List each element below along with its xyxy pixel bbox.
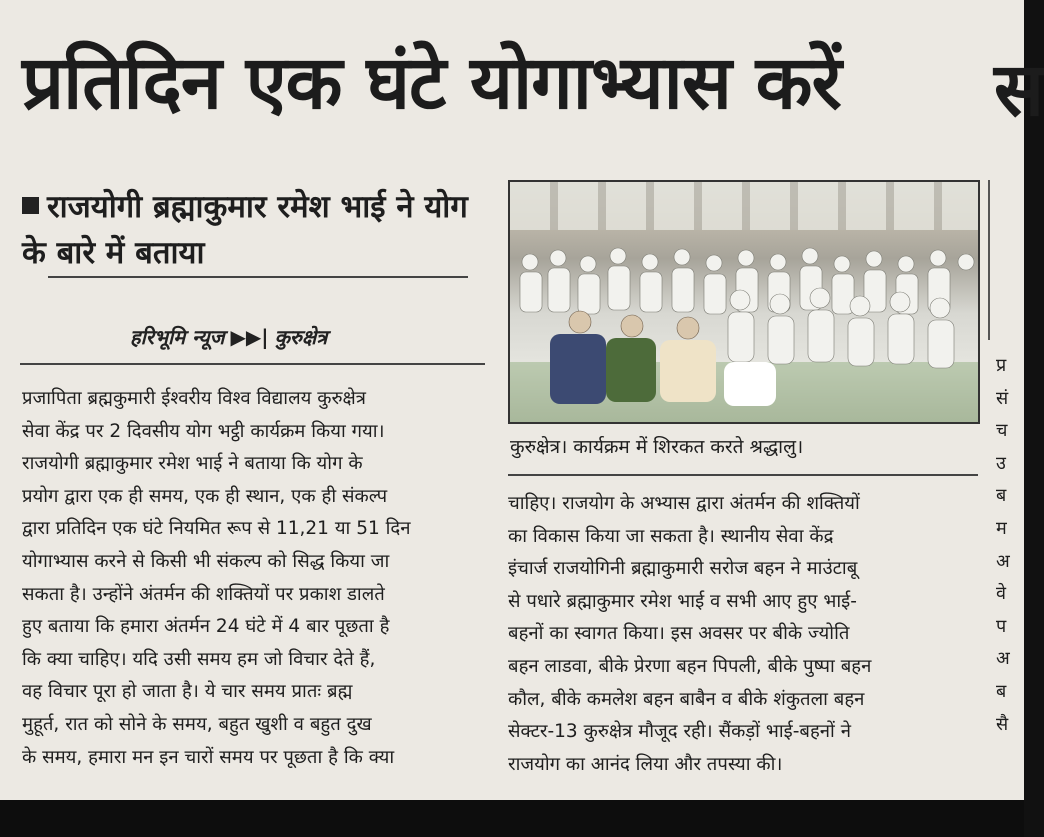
text-line: प्रयोग द्वारा एक ही समय, एक ही स्थान, एक ही संकल्प (22, 485, 388, 507)
text-line: वह विचार पूरा हो जाता है। ये चार समय प्रातः ब्रह्म (22, 681, 353, 703)
text-fragment: प (996, 615, 1007, 637)
text-line: राजयोग का आनंद लिया और तपस्या की। (508, 753, 783, 775)
article-column-left (22, 383, 485, 774)
crowd-figures (510, 222, 978, 422)
headline: प्रतिदिन एक घंटे योगाभ्यास करें (22, 40, 841, 126)
text-fragment: ब (996, 485, 1007, 507)
text-fragment: अ (996, 550, 1010, 572)
text-line: इंचार्ज राजयोगिनी ब्रह्माकुमारी सरोज बहन ने माउंटाबू (508, 558, 858, 580)
text-line: का विकास किया जा सकता है। स्थानीय सेवा केंद्र (508, 525, 834, 547)
text-fragment: च (996, 420, 1008, 442)
text-fragment: अ (996, 648, 1010, 670)
text-line: चाहिए। राजयोग के अभ्यास द्वारा अंतर्मन की शक्तियों (508, 493, 860, 514)
text-line: कौल, बीके कमलेश बहन बाबैन व बीके शंकुतला बहन (508, 688, 865, 710)
text-line: कि क्या चाहिए। यदि उसी समय हम जो विचार देते हैं, (22, 648, 376, 670)
divider (508, 474, 978, 476)
text-line: हुए बताया कि हमारा अंतर्मन 24 घंटे में 4 बार पूछता है (22, 616, 390, 638)
arrow-icon: ▶▶| (230, 325, 269, 349)
text-fragment: म (996, 517, 1007, 539)
text-line: प्रजापिता ब्रह्मकुमारी ईश्वरीय विश्व विद्यालय कुरुक्षेत्र (22, 388, 366, 409)
text-line: सेवा केंद्र पर 2 दिवसीय योग भट्ठी कार्यक्रम किया गया। (22, 420, 385, 442)
text-fragment: वे (996, 583, 1007, 605)
crowd-photo (508, 180, 980, 424)
scan-bottom-border (0, 800, 1024, 837)
subheadline-text: राजयोगी ब्रह्माकुमार रमेश भाई ने योग के बारे में बताया (22, 189, 468, 271)
square-bullet-icon (22, 197, 39, 214)
article-column-right (508, 488, 988, 781)
byline (130, 323, 430, 350)
text-fragment: उ (996, 452, 1006, 474)
adjacent-article-fragment (996, 350, 1024, 800)
subheadline (22, 184, 472, 276)
text-fragment: सं (996, 387, 1009, 409)
text-fragment: ब (996, 680, 1007, 702)
text-line: योगाभ्यास करने से किसी भी संकल्प को सिद्ध किया जा (22, 550, 390, 572)
text-line: बहनों का स्वागत किया। इस अवसर पर बीके ज्योति (508, 623, 850, 645)
text-line: सेक्टर-13 कुरुक्षेत्र मौजूद रही। सैंकड़ों भाई-बहनों ने (508, 721, 851, 743)
text-line: सकता है। उन्होंने अंतर्मन की शक्तियों पर प्रकाश डालते (22, 583, 385, 605)
photo-caption: कुरुक्षेत्र। कार्यक्रम में शिरकत करते श्रद्धालु। (510, 436, 804, 458)
divider (20, 363, 485, 365)
divider (48, 276, 468, 278)
byline-location: कुरुक्षेत्र (274, 325, 328, 349)
byline-source: हरिभूमि न्यूज (130, 325, 225, 349)
text-line: के समय, हमारा मन इन चारों समय पर पूछता है कि क्या (22, 746, 395, 768)
headline-cutoff-fragment: स (994, 47, 1044, 133)
text-line: द्वारा प्रतिदिन एक घंटे नियमित रूप से 11,21 या 51 दिन (22, 518, 411, 540)
text-line: राजयोगी ब्रह्माकुमार रमेश भाई ने बताया कि योग के (22, 453, 363, 475)
text-line: से पधारे ब्रह्माकुमार रमेश भाई व सभी आए हुए भाई- (508, 590, 857, 612)
text-fragment: प्र (996, 355, 1007, 376)
text-line: मुहूर्त, रात को सोने के समय, बहुत खुशी व बहुत दुख (22, 713, 372, 735)
divider (988, 180, 990, 340)
text-fragment: सै (996, 713, 1009, 735)
text-line: बहन लाडवा, बीके प्रेरणा बहन पिपली, बीके पुष्पा बहन (508, 655, 872, 677)
